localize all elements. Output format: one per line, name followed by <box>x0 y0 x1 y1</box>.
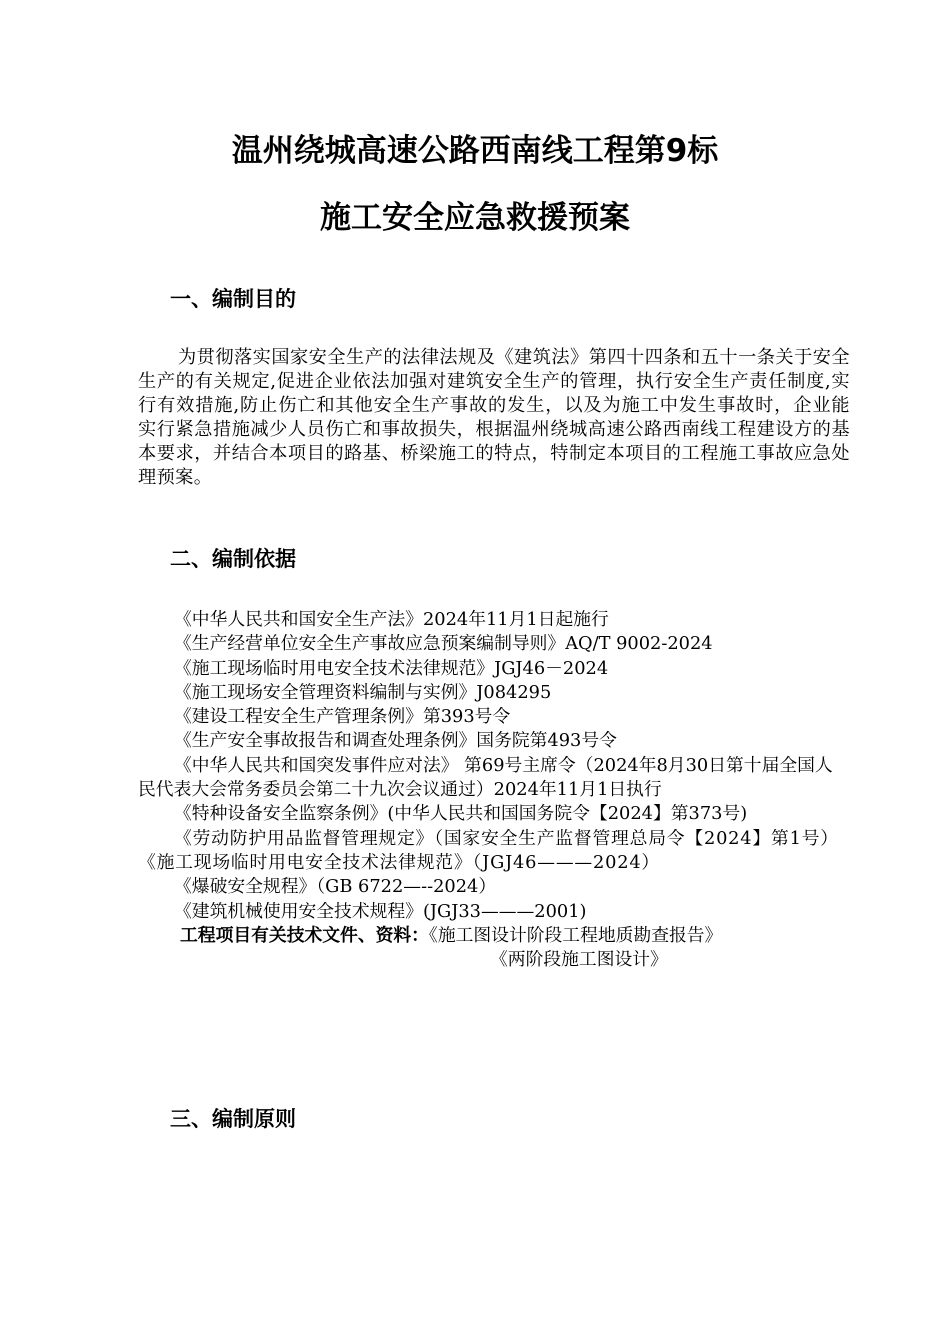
basis-item: 《施工现场安全管理资料编制与实例》J084295 <box>174 681 552 703</box>
section-heading-principles: 三、编制原则 <box>170 1107 296 1131</box>
tech-docs-label: 工程项目有关技术文件、资料： <box>180 924 429 946</box>
basis-item: 《中华人民共和国突发事件应对法》 第69号主席令（2024年8月30日第十届全国人民代表大会常务委员会第二十九次会议通过）2024年11月1日执行 <box>138 754 833 801</box>
document-title-line2: 施工安全应急救援预案 <box>320 200 630 236</box>
basis-item: 《劳动防护用品监督管理规定》（国家安全生产监督管理总局令【2024】第1号）《施工现场临时用电安全技术法律规范》（JGJ46———2024） <box>138 827 839 873</box>
basis-item: 《生产经营单位安全生产事故应急预案编制导则》AQ/T 9002-2024 <box>174 633 713 655</box>
tech-docs-line <box>138 924 850 948</box>
basis-item: 《爆破安全规程》（GB 6722—--2024） <box>174 876 497 898</box>
tech-doc-item: 《两阶段施工图设计》 <box>490 949 668 971</box>
section-heading-purpose: 一、编制目的 <box>170 287 296 311</box>
basis-item: 《施工现场临时用电安全技术法律规范》JGJ46－2024 <box>174 657 609 679</box>
basis-item: 《中华人民共和国安全生产法》2024年11月1日起施行 <box>174 609 609 630</box>
basis-item: 《生产安全事故报告和调查处理条例》国务院第493号令 <box>174 730 617 752</box>
tech-doc-item: 《施工图设计阶段工程地质勘查报告》 <box>428 924 723 946</box>
basis-item: 《建设工程安全生产管理条例》第393号令 <box>174 706 511 728</box>
document-title-line1: 温州绕城高速公路西南线工程第9标 <box>231 133 719 169</box>
basis-item: 《特种设备安全监察条例》(中华人民共和国国务院令【2024】第373号) <box>174 803 748 825</box>
basis-item: 《建筑机械使用安全技术规程》(JGJ33———2001) <box>174 900 587 922</box>
purpose-paragraph: 为贯彻落实国家安全生产的法律法规及《建筑法》第四十四条和五十一条关于安全生产的有关规定,促进企业依法加强对建筑安全生产的管理，执行安全生产责任制度,实行有效措施,防止伤亡和其他安全生产事故的发生，以及为施工中发生事故时，企业能实行紧急措施减少人员伤亡和事故损失，根据温州绕城高速公路西南线工程建设方的基本要求，并结合本项目的路基、桥梁施工的特点，特制定本项目的工程施工事故应急处理预案。 <box>138 347 850 489</box>
section-heading-basis: 二、编制依据 <box>170 547 296 571</box>
basis-list <box>138 608 850 972</box>
